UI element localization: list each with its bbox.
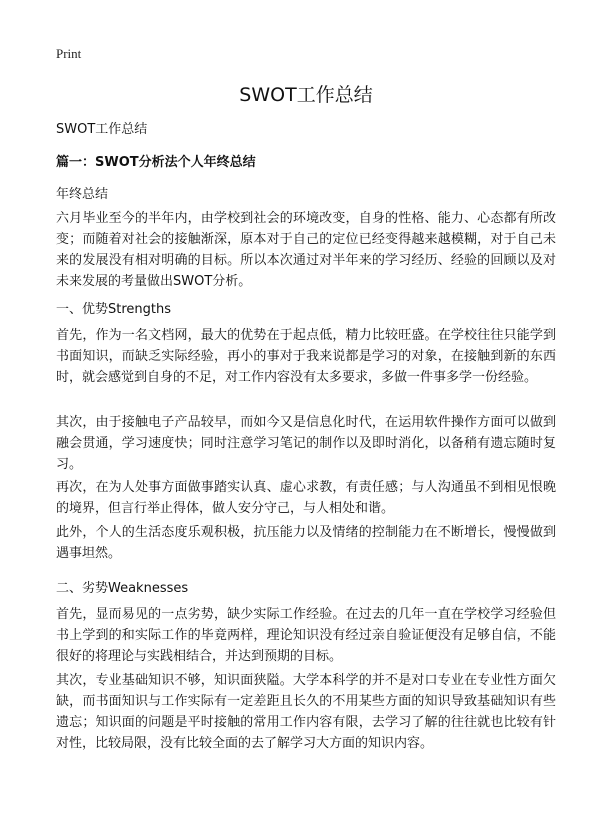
intro-paragraph: 六月毕业至今的半年内，由学校到社会的环境改变，自身的性格、能力、心态都有所改变；而随着对社会的接触渐深，原本对于自己的定位已经变得越来越模糊，对于自己未来的发展没有相对明确的目标。所以本次通过对半年来的学习经历、经验的回顾以及对未来发展的考量做出SWOT分析。 — [56, 211, 556, 289]
strengths-paragraph-4: 此外，个人的生活态度乐观积极，抗压能力以及情绪的控制能力在不断增长，慢慢做到遇事坦然。 — [56, 525, 556, 561]
print-label: Print — [56, 46, 82, 61]
strengths-heading: 一、优势Strengths — [56, 302, 172, 317]
strengths-paragraph-2: 其次，由于接触电子产品较早，而如今又是信息化时代，在运用软件操作方面可以做到融会贯通，学习速度快；同时注意学习笔记的制作以及即时消化，以备稍有遗忘随时复习。 — [56, 415, 556, 472]
weaknesses-paragraph-2: 其次，专业基础知识不够，知识面狭隘。大学本科学的并不是对口专业在专业性方面欠缺，而书面知识与工作实际有一定差距且长久的不用某些方面的知识导致基础知识有些遗忘；知识面的问题是平时接触的常用工作内容有限，去学习了解的往往就也比较有针对性，比较局限，没有比较全面的去了解学习大方面的知识内容。 — [56, 673, 556, 751]
strengths-paragraph-1: 首先，作为一名文档网，最大的优势在于起点低，精力比较旺盛。在学校往往只能学到书面知识，而缺乏实际经验，再小的事对于我来说都是学习的对象，在接触到新的东西时，就会感觉到自身的不足，对工作内容没有太多要求，多做一件事多学一份经验。 — [56, 328, 556, 385]
document-subtitle: SWOT工作总结 — [56, 122, 148, 137]
strengths-paragraph-3: 再次，在为人处事方面做事踏实认真、虚心求教，有责任感；与人沟通虽不到相见恨晚的境界，但言行举止得体，做人安分守己，与人相处和谐。 — [56, 480, 556, 516]
weaknesses-heading: 二、劣势Weaknesses — [56, 581, 189, 596]
page-title: SWOT工作总结 — [239, 84, 373, 106]
weaknesses-paragraph-1: 首先，显而易见的一点劣势，缺少实际工作经验。在过去的几年一直在学校学习经验但书上学到的和实际工作的毕竟两样，理论知识没有经过亲自验证便没有足够自信，不能很好的将理论与实践相结合，并达到预期的目标。 — [56, 607, 556, 664]
section-heading: 篇一：SWOT分析法个人年终总结 — [56, 155, 256, 170]
year-summary-label: 年终总结 — [56, 187, 109, 202]
